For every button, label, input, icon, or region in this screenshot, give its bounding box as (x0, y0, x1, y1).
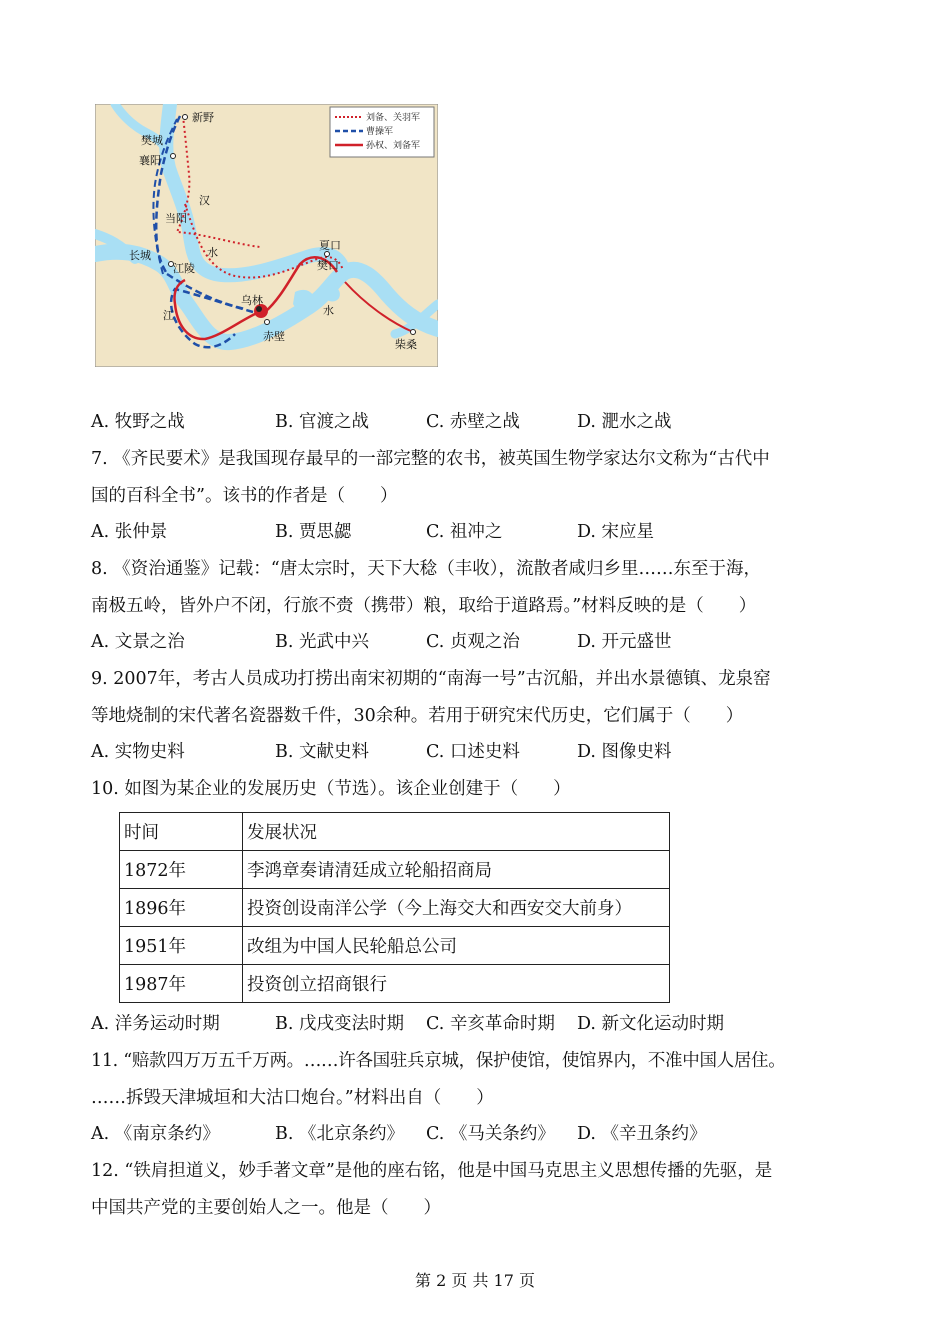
battle-map (95, 104, 438, 367)
place-label: 江陵 (173, 262, 195, 275)
q9-stem-line-1: 9. 2007年，考古人员成功打捞出南宋初期的“南海一号”古沉船，并出水景德镇、龙泉窑 (91, 669, 771, 689)
table-cell-year: 1987年 (120, 965, 243, 1003)
q8-option-b[interactable]: B. 光武中兴 (275, 632, 369, 652)
q10-option-a[interactable]: A. 洋务运动时期 (91, 1014, 220, 1034)
q6-option-d[interactable]: D. 淝水之战 (577, 412, 672, 432)
place-label: 柴桑 (395, 338, 417, 351)
place-dot-chaisang (411, 330, 416, 335)
q7-option-b[interactable]: B. 贾思勰 (275, 522, 352, 542)
q9-option-d[interactable]: D. 图像史料 (577, 742, 672, 762)
page-footer: 第 2 页 共 17 页 (415, 1271, 535, 1290)
legend-label-caocao: 曹操军 (366, 127, 394, 137)
q10-stem: 10. 如图为某企业的发展历史（节选）。该企业创建于（ ） (91, 779, 571, 799)
place-label: 樊口 (317, 259, 339, 272)
enterprise-history-table (119, 812, 670, 1003)
map-lake (293, 290, 314, 311)
q11-option-b[interactable]: B. 《北京条约》 (275, 1124, 404, 1144)
place-label: 乌林 (241, 294, 263, 307)
place-dot-xiangyang (171, 154, 176, 159)
place-label: 长城 (129, 249, 151, 262)
q9-option-b[interactable]: B. 文献史料 (275, 742, 369, 762)
q12-stem-line-1: 12. “铁肩担道义，妙手著文章”是他的座右铭，他是中国马克思主义思想传播的先驱，是 (91, 1161, 773, 1181)
place-label: 水 (207, 246, 218, 259)
q7-stem-line-1: 7. 《齐民要术》是我国现存最早的一部完整的农书，被英国生物学家达尔文称为“古代中 (91, 449, 770, 469)
q7-option-a[interactable]: A. 张仲景 (91, 522, 168, 542)
q9-option-c[interactable]: C. 口述史料 (426, 742, 520, 762)
place-label: 新野 (192, 111, 214, 124)
q7-option-c[interactable]: C. 祖冲之 (426, 522, 503, 542)
table-row (120, 889, 670, 927)
table-header-status: 发展状况 (243, 813, 670, 851)
table-row (120, 927, 670, 965)
legend-label-allied: 孙权、刘备军 (366, 141, 421, 151)
table-cell-year: 1896年 (120, 889, 243, 927)
q11-stem-line-1: 11. “赔款四万万五千万两。……许各国驻兵京城，保护使馆，使馆界内，不准中国人居住。 (91, 1051, 786, 1071)
q7-option-d[interactable]: D. 宋应星 (577, 522, 655, 542)
q8-stem-line-2: 南极五岭，皆外户不闭，行旅不赍（携带）粮，取给于道路焉。”材料反映的是（ ） (91, 596, 757, 616)
table-row (120, 965, 670, 1003)
table-cell-year: 1872年 (120, 851, 243, 889)
q10-option-d[interactable]: D. 新文化运动时期 (577, 1014, 725, 1034)
q10-option-b[interactable]: B. 戊戌变法时期 (275, 1014, 404, 1034)
table-header-time: 时间 (120, 813, 243, 851)
place-label: 水 (323, 304, 334, 317)
q8-option-a[interactable]: A. 文景之治 (91, 632, 185, 652)
q11-stem-line-2: ……拆毁天津城垣和大沽口炮台。”材料出自（ ） (91, 1088, 494, 1108)
place-label: 夏口 (319, 239, 341, 252)
q12-stem-line-2: 中国共产党的主要创始人之一。他是（ ） (91, 1198, 441, 1218)
q8-stem-line-1: 8. 《资治通鉴》记载：“唐太宗时，天下大稔（丰收），流散者咸归乡里……东至于海， (91, 559, 761, 579)
table-cell-event: 李鸿章奏请清廷成立轮船招商局 (243, 851, 670, 889)
q11-option-a[interactable]: A. 《南京条约》 (91, 1124, 220, 1144)
table-cell-event: 投资创立招商银行 (243, 965, 670, 1003)
q6-option-c[interactable]: C. 赤壁之战 (426, 412, 520, 432)
table-cell-event: 改组为中国人民轮船总公司 (243, 927, 670, 965)
q6-option-b[interactable]: B. 官渡之战 (275, 412, 369, 432)
q9-stem-line-2: 等地烧制的宋代著名瓷器数千件，30余种。若用于研究宋代历史，它们属于（ ） (91, 706, 744, 726)
place-label: 江 (163, 309, 174, 322)
place-label: 樊城 (141, 134, 163, 147)
place-label: 赤壁 (263, 330, 285, 343)
q8-option-c[interactable]: C. 贞观之治 (426, 632, 520, 652)
legend-label-liubei: 刘备、关羽军 (366, 113, 421, 123)
place-label: 当阳 (165, 212, 187, 225)
place-dot-xiakou (325, 252, 330, 257)
place-dot-xinye (183, 115, 188, 120)
table-row (120, 851, 670, 889)
q8-option-d[interactable]: D. 开元盛世 (577, 632, 672, 652)
q10-option-c[interactable]: C. 辛亥革命时期 (426, 1014, 555, 1034)
place-label: 襄阳 (139, 154, 161, 167)
place-label: 汉 (199, 194, 210, 207)
q6-option-a[interactable]: A. 牧野之战 (91, 412, 185, 432)
q11-option-d[interactable]: D. 《辛丑条约》 (577, 1124, 707, 1144)
q11-option-c[interactable]: C. 《马关条约》 (426, 1124, 555, 1144)
place-dot-chibi (265, 320, 270, 325)
q9-option-a[interactable]: A. 实物史料 (91, 742, 185, 762)
q7-stem-line-2: 国的百科全书”。该书的作者是（ ） (91, 486, 398, 506)
table-cell-event: 投资创设南洋公学（今上海交大和西安交大前身） (243, 889, 670, 927)
table-cell-year: 1951年 (120, 927, 243, 965)
table-header-row (120, 813, 670, 851)
